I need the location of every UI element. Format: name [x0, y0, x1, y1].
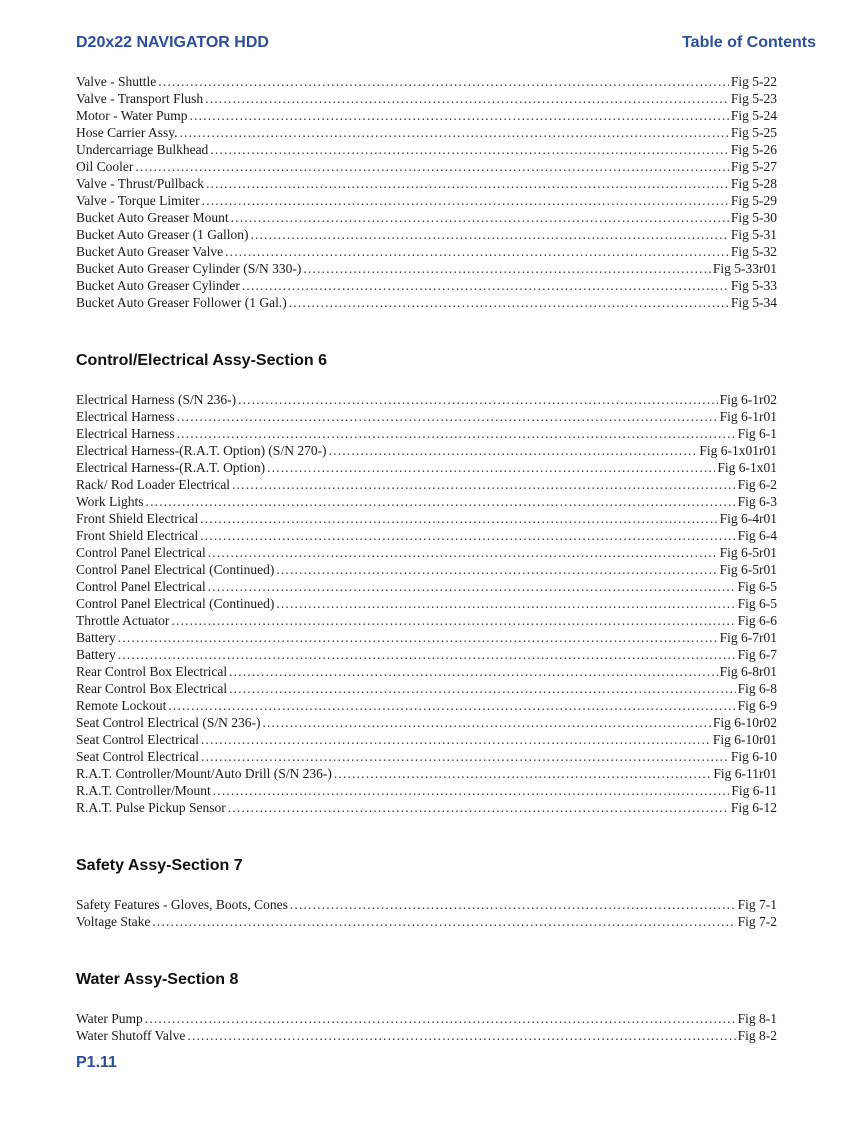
- toc-entry-title: Remote Lockout: [76, 698, 167, 713]
- dot-leader: [152, 913, 735, 930]
- dot-leader: [118, 629, 718, 646]
- toc-entry-figure: Fig 6-1x01: [717, 460, 777, 475]
- toc-entry-figure: Fig 5-26: [730, 142, 777, 157]
- toc-entry[interactable]: [76, 1027, 777, 1044]
- toc-entry-title: Voltage Stake: [76, 914, 151, 929]
- toc-entry-figure: Fig 6-11r01: [713, 766, 777, 781]
- dot-leader: [168, 697, 735, 714]
- toc-entry-figure: Fig 5-27: [730, 159, 777, 174]
- dot-leader: [208, 578, 736, 595]
- dot-leader: [201, 731, 711, 748]
- dot-leader: [303, 260, 711, 277]
- toc-entry-title: Safety Features - Gloves, Boots, Cones: [76, 897, 288, 912]
- dot-leader: [276, 595, 735, 612]
- dot-leader: [177, 408, 718, 425]
- toc-entry[interactable]: [76, 913, 777, 930]
- toc-entry-title: Rear Control Box Electrical: [76, 681, 228, 696]
- toc-entry[interactable]: [76, 243, 777, 260]
- dot-leader: [206, 175, 729, 192]
- dot-leader: [146, 493, 736, 510]
- toc-entry[interactable]: [76, 697, 777, 714]
- section-8-title: Water Assy-Section 8: [76, 971, 239, 988]
- toc-entry[interactable]: [76, 107, 777, 124]
- dot-leader: [202, 192, 729, 209]
- toc-entry[interactable]: [76, 90, 777, 107]
- toc-entry[interactable]: [76, 277, 777, 294]
- dot-leader: [262, 714, 710, 731]
- toc-entry[interactable]: [76, 748, 777, 765]
- toc-entry[interactable]: [76, 799, 777, 816]
- toc-entry-figure: Fig 5-23: [730, 91, 777, 106]
- section-7-entries: [76, 896, 777, 930]
- dot-leader: [225, 243, 729, 260]
- toc-entry-figure: Fig 5-29: [730, 193, 777, 208]
- toc-entry[interactable]: [76, 527, 777, 544]
- toc-entry-title: Valve - Torque Limiter: [76, 193, 200, 208]
- dot-leader: [228, 799, 729, 816]
- toc-entry-title: Bucket Auto Greaser Cylinder (S/N 330-): [76, 261, 302, 276]
- dot-leader: [289, 294, 729, 311]
- toc-entry[interactable]: [76, 680, 777, 697]
- toc-entry[interactable]: [76, 158, 777, 175]
- section-5-entries: [76, 73, 777, 311]
- toc-entry[interactable]: [76, 646, 777, 663]
- toc-entry[interactable]: [76, 226, 777, 243]
- toc-entry-title: Oil Cooler: [76, 159, 134, 174]
- toc-entry[interactable]: [76, 561, 777, 578]
- dot-leader: [231, 209, 729, 226]
- toc-entry[interactable]: [76, 510, 777, 527]
- toc-entry[interactable]: [76, 425, 777, 442]
- toc-entry-title: Electrical Harness-(R.A.T. Option) (S/N 270-): [76, 443, 327, 458]
- toc-entry-title: Rear Control Box Electrical: [76, 664, 228, 679]
- toc-entry-title: Control Panel Electrical (Continued): [76, 596, 275, 611]
- dot-leader: [177, 425, 736, 442]
- toc-entry-figure: Fig 5-31: [730, 227, 777, 242]
- toc-entry-figure: Fig 8-2: [737, 1028, 777, 1043]
- dot-leader: [200, 510, 717, 527]
- toc-entry-figure: Fig 6-1x01r01: [699, 443, 777, 458]
- toc-entry-figure: Fig 5-33: [730, 278, 777, 293]
- section-8-entries: [76, 1010, 777, 1044]
- toc-entry-title: Seat Control Electrical (S/N 236-): [76, 715, 261, 730]
- toc-entry[interactable]: [76, 731, 777, 748]
- toc-entry-title: R.A.T. Pulse Pickup Sensor: [76, 800, 226, 815]
- dot-leader: [179, 124, 728, 141]
- toc-entry-title: Seat Control Electrical: [76, 749, 199, 764]
- table-of-contents: [76, 73, 777, 1044]
- table-of-contents-label: Table of Contents: [682, 34, 816, 51]
- toc-entry-title: Control Panel Electrical: [76, 545, 206, 560]
- toc-entry[interactable]: [76, 141, 777, 158]
- toc-entry-figure: Fig 6-4r01: [719, 511, 777, 526]
- dot-leader: [118, 646, 736, 663]
- dot-leader: [145, 1010, 736, 1027]
- toc-entry-title: Bucket Auto Greaser Mount: [76, 210, 229, 225]
- dot-leader: [210, 141, 729, 158]
- toc-entry[interactable]: [76, 714, 777, 731]
- toc-entry-figure: Fig 6-8r01: [719, 664, 777, 679]
- toc-entry-figure: Fig 6-4: [737, 528, 777, 543]
- dot-leader: [200, 527, 735, 544]
- dot-leader: [208, 544, 718, 561]
- toc-entry[interactable]: [76, 765, 777, 782]
- toc-entry-title: Seat Control Electrical: [76, 732, 199, 747]
- toc-entry[interactable]: [76, 459, 777, 476]
- toc-entry-figure: Fig 7-2: [737, 914, 777, 929]
- toc-entry[interactable]: [76, 476, 777, 493]
- toc-entry-title: Bucket Auto Greaser Valve: [76, 244, 224, 259]
- toc-entry-figure: Fig 6-11: [731, 783, 777, 798]
- toc-entry[interactable]: [76, 629, 777, 646]
- toc-entry-figure: Fig 6-3: [737, 494, 777, 509]
- toc-entry-figure: Fig 6-2: [737, 477, 777, 492]
- toc-entry-title: Control Panel Electrical (Continued): [76, 562, 275, 577]
- toc-entry-title: Front Shield Electrical: [76, 511, 199, 526]
- toc-entry[interactable]: [76, 544, 777, 561]
- toc-entry[interactable]: [76, 73, 777, 90]
- section-6-title: Control/Electrical Assy-Section 6: [76, 352, 328, 369]
- toc-entry[interactable]: [76, 192, 777, 209]
- toc-entry-figure: Fig 5-34: [730, 295, 777, 310]
- toc-entry[interactable]: [76, 896, 777, 913]
- toc-entry-title: Bucket Auto Greaser Follower (1 Gal.): [76, 295, 287, 310]
- toc-entry[interactable]: [76, 663, 777, 680]
- toc-entry-figure: Fig 6-7r01: [719, 630, 777, 645]
- toc-entry-title: Bucket Auto Greaser Cylinder: [76, 278, 240, 293]
- toc-entry-figure: Fig 6-12: [730, 800, 777, 815]
- toc-entry-figure: Fig 5-28: [730, 176, 777, 191]
- toc-entry-figure: Fig 5-24: [730, 108, 777, 123]
- toc-entry-figure: Fig 6-10: [730, 749, 777, 764]
- dot-leader: [290, 896, 736, 913]
- toc-entry-figure: Fig 6-1: [737, 426, 777, 441]
- toc-entry-figure: Fig 6-8: [737, 681, 777, 696]
- toc-entry-figure: Fig 6-5r01: [719, 562, 777, 577]
- toc-entry-figure: Fig 6-5r01: [719, 545, 777, 560]
- toc-entry-figure: Fig 6-10r01: [712, 732, 777, 747]
- toc-entry-figure: Fig 5-32: [730, 244, 777, 259]
- toc-entry-figure: Fig 6-9: [737, 698, 777, 713]
- toc-entry[interactable]: [76, 391, 777, 408]
- toc-entry-title: Electrical Harness (S/N 236-): [76, 392, 237, 407]
- dot-leader: [242, 277, 729, 294]
- toc-entry-figure: Fig 6-10r02: [712, 715, 777, 730]
- dot-leader: [334, 765, 712, 782]
- toc-entry-title: Battery: [76, 647, 116, 662]
- toc-entry-figure: Fig 6-5: [737, 596, 777, 611]
- toc-entry-title: Valve - Transport Flush: [76, 91, 204, 106]
- toc-entry-title: Bucket Auto Greaser (1 Gallon): [76, 227, 249, 242]
- toc-entry[interactable]: [76, 260, 777, 277]
- toc-entry-figure: Fig 6-6: [737, 613, 777, 628]
- toc-entry[interactable]: [76, 493, 777, 510]
- toc-entry-title: Electrical Harness: [76, 409, 175, 424]
- toc-entry-title: Water Shutoff Valve: [76, 1028, 186, 1043]
- toc-entry-title: Valve - Thrust/Pullback: [76, 176, 204, 191]
- dot-leader: [229, 680, 736, 697]
- page-header: [76, 34, 816, 52]
- toc-entry-title: Water Pump: [76, 1011, 143, 1026]
- toc-entry[interactable]: [76, 782, 777, 799]
- dot-leader: [213, 782, 730, 799]
- toc-entry[interactable]: [76, 1010, 777, 1027]
- toc-entry-figure: Fig 5-25: [730, 125, 777, 140]
- toc-entry-figure: Fig 6-1r01: [719, 409, 777, 424]
- section-7-title: Safety Assy-Section 7: [76, 857, 243, 874]
- toc-entry-figure: Fig 5-30: [730, 210, 777, 225]
- dot-leader: [171, 612, 735, 629]
- toc-entry-title: Valve - Shuttle: [76, 74, 157, 89]
- toc-entry-figure: Fig 6-1r02: [719, 392, 777, 407]
- toc-entry-title: R.A.T. Controller/Mount: [76, 783, 211, 798]
- toc-entry-title: Battery: [76, 630, 116, 645]
- toc-entry-figure: Fig 8-1: [737, 1011, 777, 1026]
- toc-entry-title: Front Shield Electrical: [76, 528, 199, 543]
- toc-entry-title: R.A.T. Controller/Mount/Auto Drill (S/N 236-): [76, 766, 332, 781]
- toc-entry[interactable]: [76, 408, 777, 425]
- document-title: D20x22 NAVIGATOR HDD: [76, 34, 269, 51]
- toc-entry-title: Work Lights: [76, 494, 144, 509]
- dot-leader: [229, 663, 718, 680]
- dot-leader: [329, 442, 698, 459]
- section-6-entries: [76, 391, 777, 816]
- dot-leader: [267, 459, 715, 476]
- toc-entry-title: Electrical Harness: [76, 426, 175, 441]
- toc-entry[interactable]: [76, 294, 777, 311]
- dot-leader: [232, 476, 736, 493]
- dot-leader: [238, 391, 718, 408]
- toc-entry-title: Control Panel Electrical: [76, 579, 206, 594]
- toc-entry-figure: Fig 6-5: [737, 579, 777, 594]
- toc-entry[interactable]: [76, 442, 777, 459]
- toc-entry-title: Motor - Water Pump: [76, 108, 188, 123]
- dot-leader: [190, 107, 729, 124]
- dot-leader: [250, 226, 728, 243]
- dot-leader: [187, 1027, 735, 1044]
- toc-entry[interactable]: [76, 124, 777, 141]
- dot-leader: [201, 748, 729, 765]
- dot-leader: [158, 73, 729, 90]
- dot-leader: [135, 158, 728, 175]
- toc-entry-title: Undercarriage Bulkhead: [76, 142, 209, 157]
- page-number: P1.11: [76, 1054, 117, 1071]
- toc-entry-title: Rack/ Rod Loader Electrical: [76, 477, 231, 492]
- dot-leader: [276, 561, 717, 578]
- toc-entry-title: Throttle Actuator: [76, 613, 170, 628]
- toc-entry[interactable]: [76, 595, 777, 612]
- toc-entry-figure: Fig 6-7: [737, 647, 777, 662]
- toc-entry-figure: Fig 5-33r01: [712, 261, 777, 276]
- toc-entry-title: Hose Carrier Assy.: [76, 125, 178, 140]
- toc-entry[interactable]: [76, 578, 777, 595]
- toc-entry[interactable]: [76, 175, 777, 192]
- dot-leader: [205, 90, 729, 107]
- toc-entry[interactable]: [76, 612, 777, 629]
- toc-entry-figure: Fig 7-1: [737, 897, 777, 912]
- toc-entry[interactable]: [76, 209, 777, 226]
- toc-entry-figure: Fig 5-22: [730, 74, 777, 89]
- toc-entry-title: Electrical Harness-(R.A.T. Option): [76, 460, 266, 475]
